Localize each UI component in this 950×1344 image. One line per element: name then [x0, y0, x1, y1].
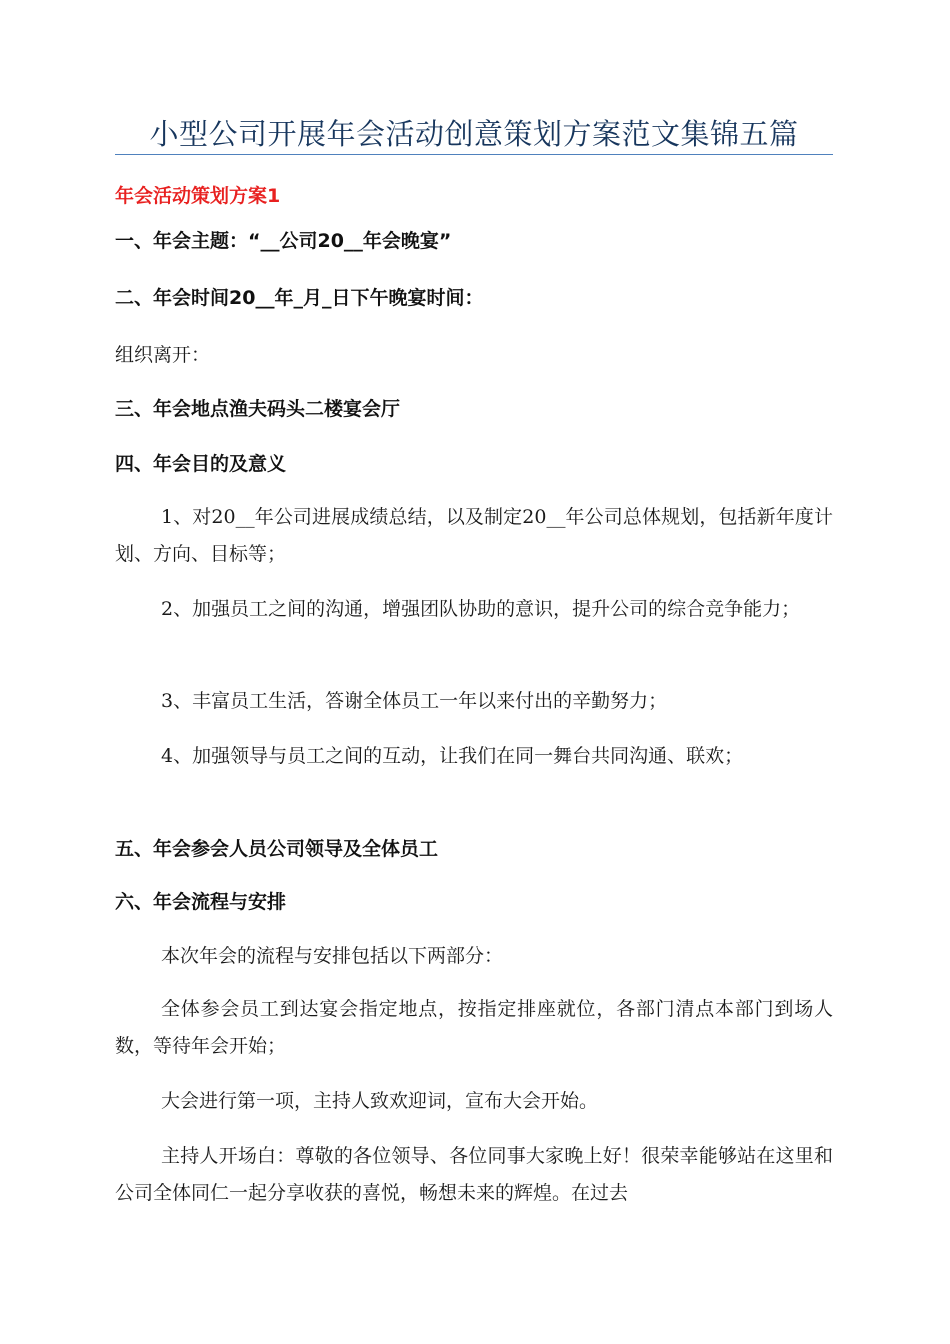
flow-item-2: 大会进行第一项，主持人致欢迎词，宣布大会开始。 [161, 1090, 599, 1112]
heading-theme: 一、年会主题：“__公司20__年会晚宴” [115, 230, 452, 252]
purpose-item-3: 3、丰富员工生活，答谢全体员工一年以来付出的辛勤努力； [161, 690, 668, 712]
heading-time: 二、年会时间20__年_月_日下午晚宴时间： [115, 287, 484, 309]
heading-flow: 六、年会流程与安排 [115, 891, 287, 913]
heading-purpose: 四、年会目的及意义 [115, 453, 287, 475]
heading-attendees: 五、年会参会人员公司领导及全体员工 [115, 838, 439, 860]
section-title: 年会活动策划方案1 [115, 185, 281, 207]
purpose-item-4: 4、加强领导与员工之间的互动，让我们在同一舞台共同沟通、联欢； [161, 745, 744, 767]
purpose-item-2: 2、加强员工之间的沟通，增强团队协助的意识，提升公司的综合竞争能力； [161, 598, 801, 620]
flow-item-3: 主持人开场白：尊敬的各位领导、各位同事大家晚上好！很荣幸能够站在这里和公司全体同仁一起分享收获的喜悦，畅想未来的辉煌。在过去 [115, 1145, 833, 1204]
flow-intro: 本次年会的流程与安排包括以下两部分： [161, 945, 504, 967]
heading-venue: 三、年会地点渔夫码头二楼宴会厅 [115, 398, 401, 420]
line-depart: 组织离开： [115, 344, 211, 366]
flow-item-1: 全体参会员工到达宴会指定地点，按指定排座就位，各部门清点本部门到场人数，等待年会开始； [115, 998, 833, 1057]
document-title: 小型公司开展年会活动创意策划方案范文集锦五篇 [149, 117, 799, 151]
title-underline [115, 154, 833, 155]
purpose-item-1: 1、对20__年公司进展成绩总结，以及制定20__年公司总体规划，包括新年度计划、方向、目标等； [115, 506, 833, 565]
